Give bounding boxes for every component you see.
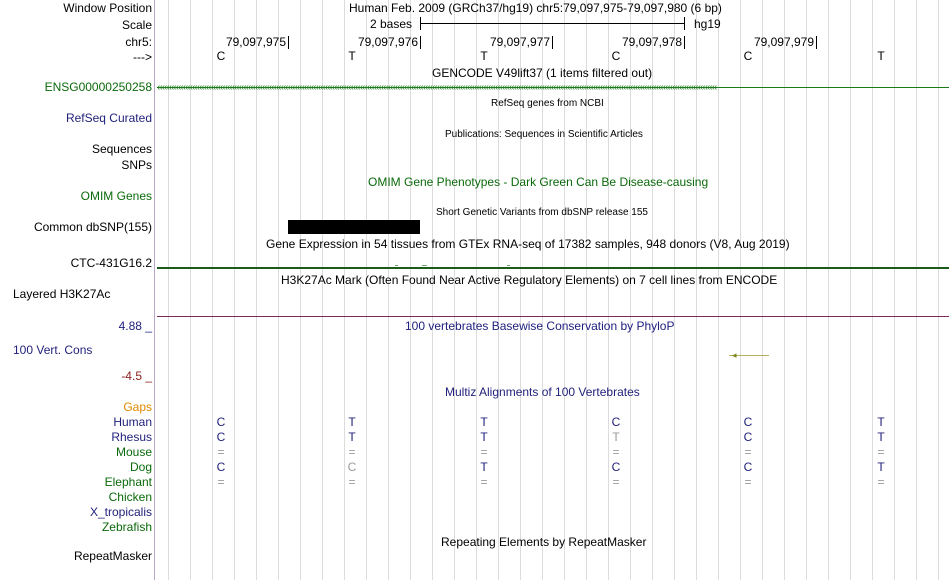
strand-label: ---> — [133, 50, 152, 64]
alignment-base: C — [743, 415, 753, 429]
sequences-track-label[interactable]: Sequences — [91, 142, 152, 156]
alignment-base: T — [480, 415, 488, 429]
phylop-track-title: 100 vertebrates Basewise Conservation by PhyloP — [405, 319, 675, 333]
chrom-label: chr5: — [125, 35, 152, 49]
h3k27ac-track-title: H3K27Ac Mark (Often Found Near Active Regulatory Elements) on 7 cell lines from ENCODE — [281, 273, 778, 287]
base-letter: C — [611, 49, 621, 63]
species-label[interactable]: Gaps — [123, 400, 152, 414]
scale-bar-text: 2 bases — [370, 17, 413, 31]
alignment-base: T — [480, 460, 488, 474]
gencode-gene-label[interactable]: ENSG00000250258 — [44, 80, 152, 94]
species-label[interactable]: Rhesus — [111, 430, 152, 444]
ruler-tick — [684, 36, 685, 49]
snps-track-label[interactable]: SNPs — [121, 158, 152, 172]
species-label[interactable]: Human — [113, 415, 152, 429]
alignment-base: C — [216, 415, 226, 429]
ruler-tick — [816, 36, 817, 49]
ruler-tick — [420, 36, 421, 49]
cons-track-label[interactable]: 100 Vert. Cons — [13, 343, 93, 357]
multiz-track-title: Multiz Alignments of 100 Vertebrates — [445, 385, 640, 399]
scale-bar — [420, 23, 685, 24]
alignment-base: C — [347, 460, 357, 474]
cons-min-label: -4.5 _ — [121, 369, 152, 383]
ruler-position: 79,097,975 — [225, 35, 286, 49]
dbsnp-track-label[interactable]: Common dbSNP(155) — [33, 220, 152, 234]
ruler-position: 79,097,976 — [357, 35, 418, 49]
gtex-tick — [395, 265, 398, 266]
ruler-position: 79,097,979 — [753, 35, 814, 49]
phylop-arrow-icon: ◂ — [732, 350, 737, 360]
window-position-label: Window Position — [63, 1, 152, 15]
base-letter: T — [877, 49, 885, 63]
alignment-base: T — [877, 430, 885, 444]
dbsnp-variant-bar[interactable] — [288, 220, 420, 234]
species-label[interactable]: Elephant — [104, 475, 152, 489]
species-label[interactable]: Dog — [129, 460, 152, 474]
alignment-base: = — [217, 445, 225, 459]
species-label[interactable]: Chicken — [108, 490, 152, 504]
h3k27ac-signal-line — [157, 316, 949, 317]
ruler-tick — [552, 36, 553, 49]
scale-label: Scale — [121, 18, 152, 32]
cons-max-label: 4.88 _ — [118, 319, 152, 333]
alignment-base: = — [217, 475, 225, 489]
alignment-base: = — [744, 475, 752, 489]
publications-track-title: Publications: Sequences in Scientific Articles — [445, 129, 643, 140]
alignment-base: T — [348, 430, 356, 444]
gencode-track-title: GENCODE V49lift37 (1 items filtered out) — [432, 66, 653, 80]
refseq-track-label[interactable]: RefSeq Curated — [65, 111, 152, 125]
repeatmasker-track-label[interactable]: RepeatMasker — [73, 549, 152, 563]
alignment-base: = — [348, 445, 356, 459]
refseq-track-title: RefSeq genes from NCBI — [491, 98, 604, 109]
alignment-base: C — [216, 430, 226, 444]
alignment-base: = — [612, 445, 620, 459]
h3k27ac-track-label[interactable]: Layered H3K27Ac — [13, 287, 111, 301]
gtex-track-title: Gene Expression in 54 tissues from GTEx RNA-seq of 17382 samples, 948 donors (V8, Aug 2019) — [266, 237, 790, 251]
gtex-tick — [422, 265, 427, 266]
ruler-tick — [288, 36, 289, 49]
species-label[interactable]: Zebrafish — [101, 520, 152, 534]
alignment-base: C — [611, 415, 621, 429]
alignment-base: T — [877, 460, 885, 474]
species-label[interactable]: Mouse — [115, 445, 152, 459]
alignment-base: = — [877, 475, 885, 489]
alignment-base: C — [216, 460, 226, 474]
repeatmasker-track-title: Repeating Elements by RepeatMasker — [441, 535, 647, 549]
omim-track-label[interactable]: OMIM Genes — [80, 189, 152, 203]
alignment-base: C — [743, 430, 753, 444]
gencode-strand-arrows: ‹‹‹‹‹‹‹‹‹‹‹‹‹‹‹‹‹‹‹‹‹‹‹‹‹‹‹‹‹‹‹‹‹‹‹‹‹‹‹‹‹‹‹‹‹‹‹‹‹‹‹‹‹‹‹‹‹‹‹‹‹‹‹‹‹‹‹‹‹‹‹‹‹‹‹‹‹‹‹‹‹‹‹‹‹‹‹‹‹‹‹‹‹‹‹‹‹‹‹‹‹‹‹‹‹‹‹‹‹‹‹‹‹‹‹‹‹‹‹‹‹‹‹‹‹‹‹‹‹‹‹‹‹‹‹‹‹‹‹‹‹‹‹‹‹‹‹‹‹‹‹‹‹‹‹‹‹‹‹‹‹‹‹‹‹‹‹‹‹‹‹‹‹‹‹‹‹‹‹‹‹‹‹‹‹‹‹‹‹‹‹‹‹‹‹‹‹‹‹‹‹‹‹‹‹‹‹‹‹‹‹‹‹‹‹‹‹‹‹‹‹‹‹‹‹‹‹‹‹‹‹‹‹‹‹‹‹‹‹‹ — [157, 82, 717, 93]
base-letter: T — [348, 49, 356, 63]
alignment-base: T — [480, 430, 488, 444]
ruler-position: 79,097,978 — [621, 35, 682, 49]
assembly-label: hg19 — [694, 17, 721, 31]
alignment-base: = — [480, 445, 488, 459]
alignment-base: C — [611, 460, 621, 474]
alignment-base: = — [348, 475, 356, 489]
gtex-tick — [507, 265, 510, 266]
gtex-gene-line[interactable] — [157, 267, 949, 269]
dbsnp-track-title: Short Genetic Variants from dbSNP release 155 — [436, 207, 648, 218]
alignment-base: C — [743, 460, 753, 474]
base-letter: C — [216, 49, 226, 63]
track-label-divider — [154, 0, 155, 580]
alignment-base: = — [480, 475, 488, 489]
base-letter: C — [743, 49, 753, 63]
alignment-base: = — [612, 475, 620, 489]
omim-track-title: OMIM Gene Phenotypes - Dark Green Can Be Disease-causing — [368, 175, 709, 189]
alignment-base: T — [612, 430, 620, 444]
alignment-base: = — [744, 445, 752, 459]
alignment-base: T — [877, 415, 885, 429]
position-title: Human Feb. 2009 (GRCh37/hg19) chr5:79,097,975-79,097,980 (6 bp) — [349, 1, 722, 15]
alignment-base: = — [877, 445, 885, 459]
alignment-base: T — [348, 415, 356, 429]
gtex-gene-label[interactable]: CTC-431G16.2 — [70, 256, 152, 270]
ruler-position: 79,097,977 — [489, 35, 550, 49]
species-label[interactable]: X_tropicalis — [89, 505, 152, 519]
base-letter: T — [480, 49, 488, 63]
